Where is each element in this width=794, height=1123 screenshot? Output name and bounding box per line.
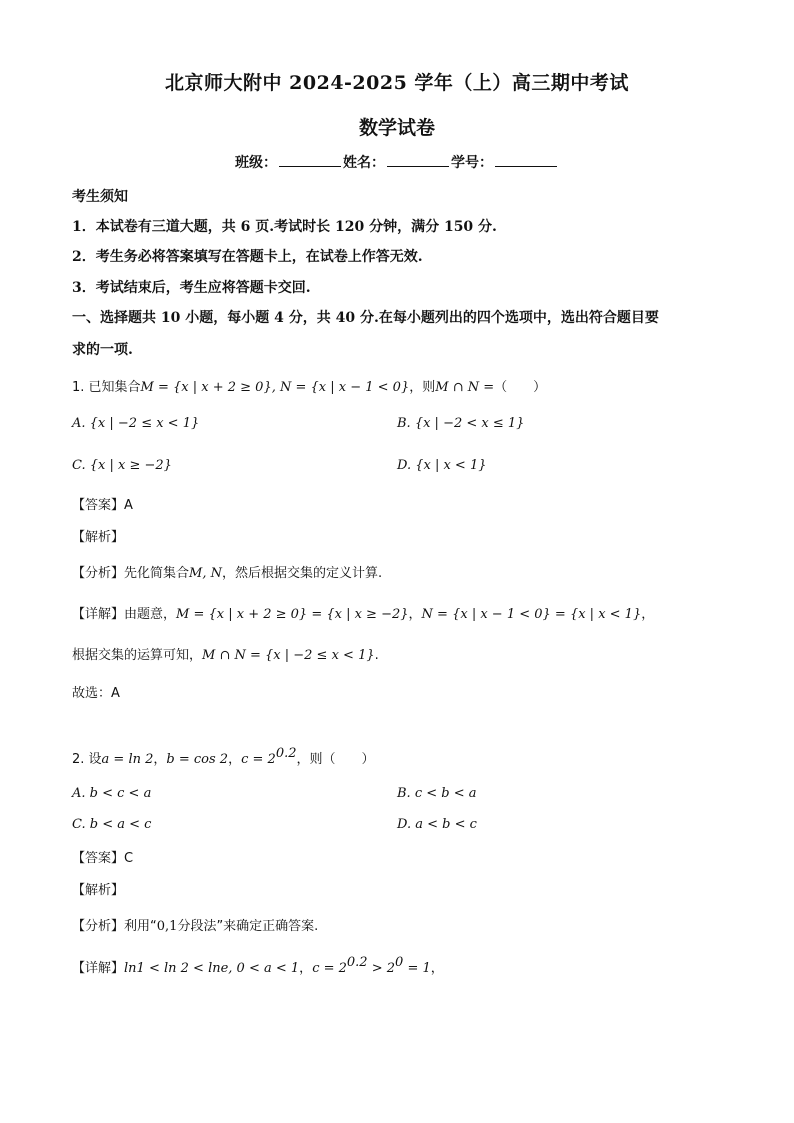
- q1-detail-m: M = {x | x + 2 ≥ 0} = {x | x ≥ −2}: [176, 607, 409, 622]
- q2-b-def: b = cos 2: [166, 752, 229, 767]
- q1-prefix: 1. 已知集合: [72, 380, 141, 395]
- id-label: 学号：: [451, 155, 493, 171]
- notice-heading: 考生须知: [72, 189, 128, 205]
- q1-detail-n: N = {x | x − 1 < 0} = {x | x < 1}: [421, 607, 642, 622]
- q2-detail-gt-exp: 0: [395, 955, 404, 970]
- q1-detail: [72, 603, 654, 622]
- q2-answer: 【答案】C: [72, 851, 134, 866]
- q1-calc-prefix: 根据交集的运算可知，: [72, 648, 203, 663]
- q2-sep2: ，: [228, 752, 242, 767]
- q2-a-def: a = ln 2: [101, 752, 154, 767]
- q1-fenxi-prefix: 【分析】先化简集合: [72, 566, 190, 581]
- name-blank[interactable]: [387, 154, 449, 167]
- q2-tail: ，则（ ）: [296, 752, 375, 767]
- q2-detail-c-exp: 0.2: [346, 955, 368, 970]
- section1-line1: 一、选择题共 10 小题，每小题 4 分，共 40 分.在每小题列出的四个选项中，选出符合题目要: [72, 310, 659, 326]
- exam-title: 北京师大附中 2024-2025 学年（上）高三期中考试: [165, 72, 629, 94]
- q2-fenxi-prefix: 【分析】利用“: [72, 919, 157, 934]
- q2-detail-gt: > 2: [367, 961, 396, 976]
- notice-item-2: 2．考生务必将答案填写在答题卡上，在试卷上作答无效.: [72, 249, 423, 265]
- q1-calc-end: .: [374, 648, 379, 663]
- q2-analysis-label: 【解析】: [72, 883, 125, 898]
- q2-detail-math1: ln1 < ln 2 < lne, 0 < a < 1: [124, 961, 300, 976]
- name-label: 姓名：: [343, 155, 385, 171]
- q1-sets: M = {x | x + 2 ≥ 0}, N = {x | x − 1 < 0}: [140, 380, 410, 395]
- q2-fenxi-suffix: 分段法”来确定正确答案.: [177, 919, 319, 934]
- student-info-line: [0, 152, 794, 172]
- q2-option-d[interactable]: D. a < b < c: [397, 817, 477, 832]
- q2-c-base: c = 2: [241, 752, 276, 767]
- q2-c-exp: 0.2: [275, 746, 297, 761]
- q2-detail: [72, 957, 444, 976]
- q2-option-b[interactable]: B. c < b < a: [397, 786, 477, 801]
- q2-detail-prefix: 【详解】: [72, 961, 125, 976]
- q1-calc-math: M ∩ N = {x | −2 ≤ x < 1}: [202, 648, 375, 663]
- q1-analysis-label: 【解析】: [72, 530, 125, 545]
- q1-mid: ，则: [409, 380, 436, 395]
- q1-fenxi-suffix: ，然后根据交集的定义计算.: [221, 566, 383, 581]
- q2-stem: [72, 748, 375, 767]
- q2-option-a[interactable]: A. b < c < a: [72, 786, 152, 801]
- q1-choose: 故选：A: [72, 686, 120, 701]
- q1-detail-end: ，: [641, 607, 655, 622]
- q2-fenxi: [72, 915, 318, 934]
- q1-stem: [72, 376, 546, 395]
- class-blank[interactable]: [279, 154, 341, 167]
- id-blank[interactable]: [495, 154, 557, 167]
- q2-prefix: 2. 设: [72, 752, 102, 767]
- notice-item-1: 1．本试卷有三道大题，共 6 页.考试时长 120 分钟，满分 150 分.: [72, 219, 497, 235]
- section1-line2: 求的一项.: [72, 342, 133, 358]
- q1-fenxi-math: M, N: [189, 566, 222, 581]
- q1-tail: （ ）: [494, 380, 547, 395]
- q2-option-c[interactable]: C. b < a < c: [72, 817, 152, 832]
- q1-option-a[interactable]: A. {x | −2 ≤ x < 1}: [72, 416, 200, 431]
- notice-item-3: 3．考试结束后，考生应将答题卡交回.: [72, 280, 311, 296]
- q2-detail-end: ，: [430, 961, 444, 976]
- q2-sep1: ，: [153, 752, 167, 767]
- q2-detail-c: c = 2: [312, 961, 347, 976]
- q1-option-d[interactable]: D. {x | x < 1}: [397, 458, 487, 473]
- q1-fenxi: [72, 562, 382, 581]
- q1-answer: 【答案】A: [72, 498, 133, 513]
- exam-subtitle: 数学试卷: [358, 117, 435, 139]
- q2-detail-eq: = 1: [403, 961, 431, 976]
- q2-detail-sep: ，: [299, 961, 313, 976]
- q1-option-c[interactable]: C. {x | x ≥ −2}: [72, 458, 172, 473]
- q2-fenxi-math: 0,1: [156, 919, 178, 934]
- q1-detail-sep: ，: [408, 607, 422, 622]
- class-label: 班级：: [235, 155, 277, 171]
- q1-expr: M ∩ N =: [435, 380, 495, 395]
- q1-calc: [72, 644, 379, 663]
- q1-detail-prefix: 【详解】由题意，: [72, 607, 177, 622]
- q1-option-b[interactable]: B. {x | −2 < x ≤ 1}: [397, 416, 525, 431]
